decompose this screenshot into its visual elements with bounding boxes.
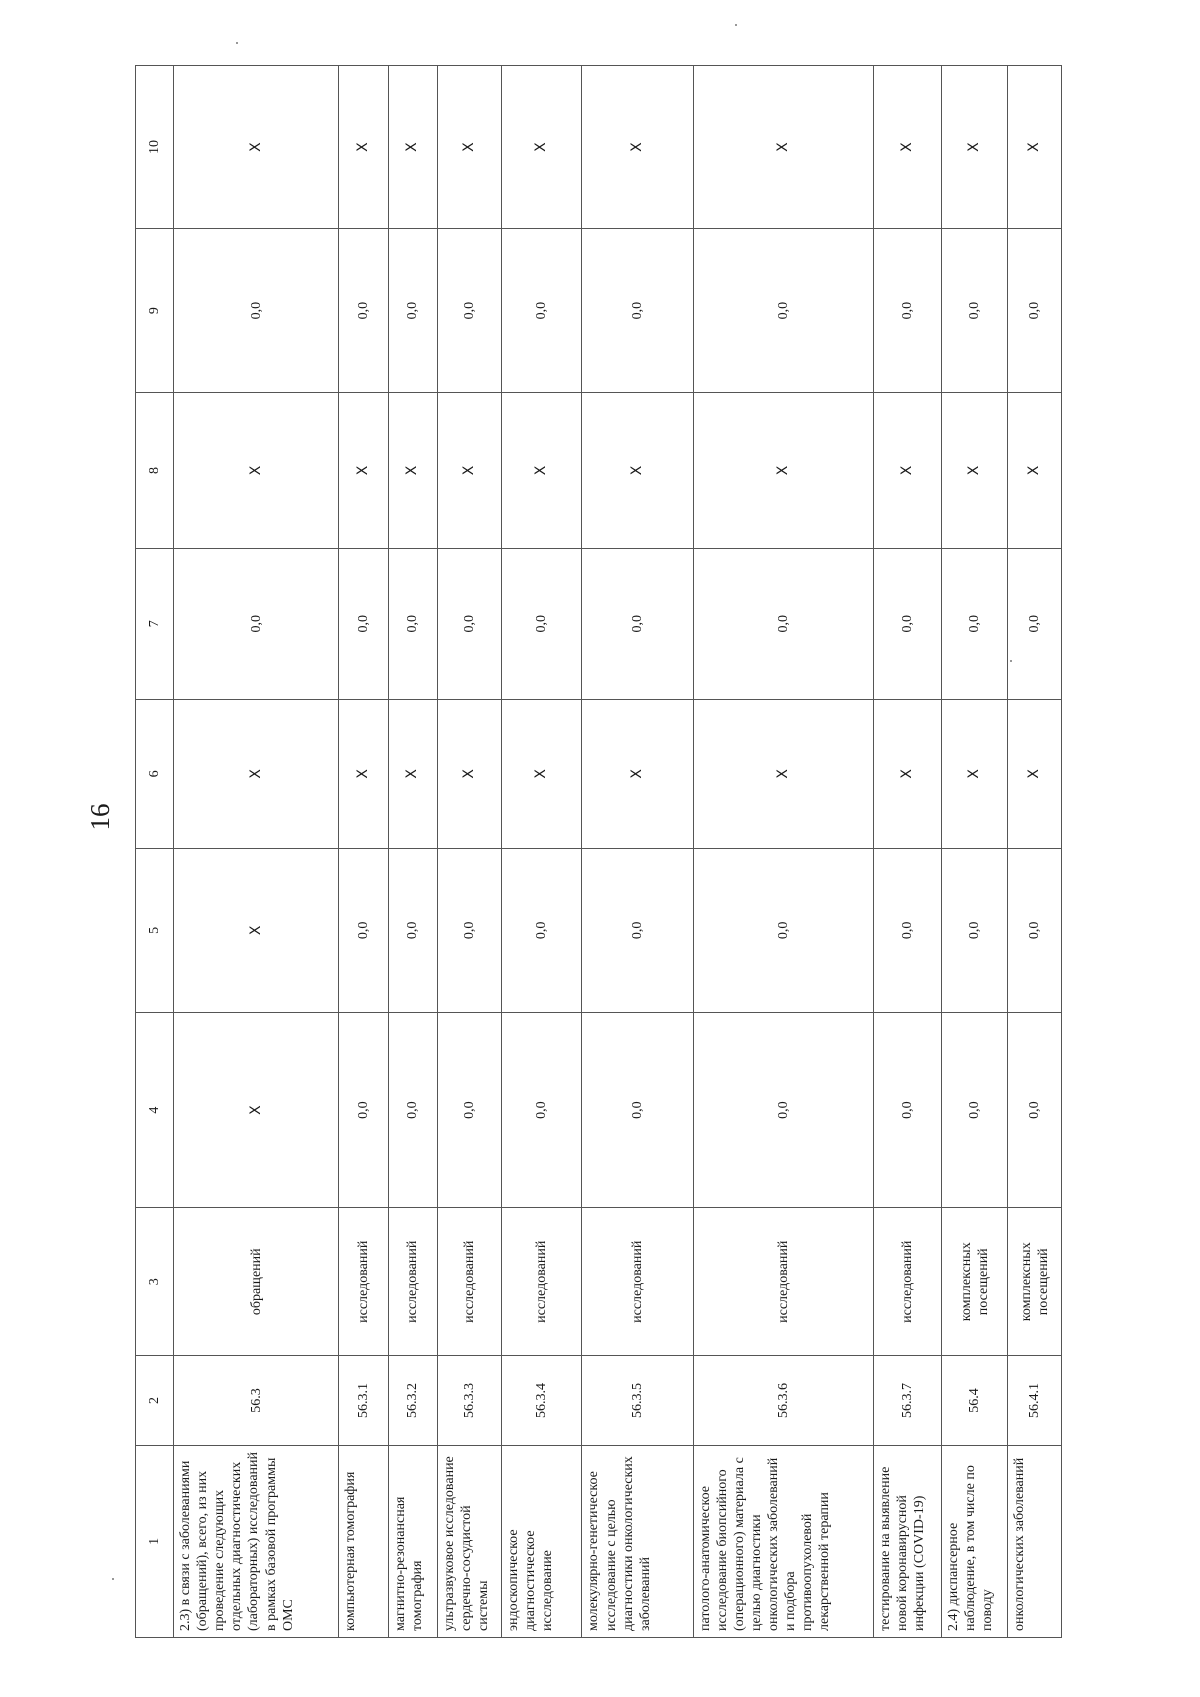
table-row	[438, 66, 502, 1638]
table-row	[388, 66, 437, 1638]
table-cell: X	[438, 699, 502, 848]
table-cell: 0,0	[438, 848, 502, 1012]
table-cell: 56.3.6	[693, 1356, 873, 1446]
table-cell: 56.3.7	[874, 1356, 942, 1446]
table-cell: 56.4	[942, 1356, 1008, 1446]
table-cell: X	[174, 848, 339, 1012]
table-cell: 0,0	[388, 548, 437, 699]
row-label-cell: магнитно-резонансная томография	[388, 1445, 437, 1637]
row-label-cell: 2.4) диспансерное наблюдение, в том числе по поводу	[942, 1445, 1008, 1637]
table-cell: X	[339, 393, 388, 548]
table-cell: 0,0	[438, 1012, 502, 1207]
table-cell: X	[582, 66, 693, 229]
table-cell: 0,0	[874, 848, 942, 1012]
table-cell: X	[388, 393, 437, 548]
scan-speck	[112, 1578, 114, 1580]
table-cell: 0,0	[582, 229, 693, 393]
table-cell: 0,0	[1008, 548, 1062, 699]
table-cell: 56.3	[174, 1356, 339, 1446]
table-cell: 56.3.5	[582, 1356, 693, 1446]
table-cell: X	[874, 66, 942, 229]
table-cell: 0,0	[874, 548, 942, 699]
table-cell: 0,0	[502, 229, 582, 393]
data-table	[135, 65, 1062, 1638]
table-cell: 0,0	[942, 848, 1008, 1012]
table-cell: 0,0	[1008, 848, 1062, 1012]
table-cell: X	[693, 66, 873, 229]
table-cell: 0,0	[388, 1012, 437, 1207]
rotated-table-container	[135, 65, 1062, 1638]
table-cell: X	[502, 699, 582, 848]
column-number: 5	[136, 848, 174, 1012]
table-cell: 0,0	[388, 848, 437, 1012]
table-cell: 0,0	[339, 1012, 388, 1207]
table-cell: X	[339, 66, 388, 229]
table-cell: 0,0	[942, 229, 1008, 393]
column-number: 3	[136, 1208, 174, 1356]
table-cell: X	[388, 699, 437, 848]
row-label-cell: тестирование на выявление новой коронавирусной инфекции (COVID-19)	[874, 1445, 942, 1637]
table-cell: X	[174, 66, 339, 229]
table-cell: 0,0	[693, 548, 873, 699]
row-label-cell: компьютерная томография	[339, 1445, 388, 1637]
column-number: 6	[136, 699, 174, 848]
row-label-cell: молекулярно-генетическое исследование с целью диагностики онкологических заболеваний	[582, 1445, 693, 1637]
table-cell: X	[582, 393, 693, 548]
table-row	[339, 66, 388, 1638]
table-cell: X	[502, 393, 582, 548]
table-cell: X	[174, 1012, 339, 1207]
table-cell: X	[1008, 66, 1062, 229]
table-cell: 0,0	[339, 848, 388, 1012]
table-cell: X	[1008, 699, 1062, 848]
table-cell: 56.3.1	[339, 1356, 388, 1446]
table-cell: исследований	[502, 1208, 582, 1356]
table-cell: 56.3.2	[388, 1356, 437, 1446]
table-cell: 0,0	[502, 848, 582, 1012]
table-row	[174, 66, 339, 1638]
table-cell: 0,0	[1008, 1012, 1062, 1207]
table-cell: исследований	[874, 1208, 942, 1356]
column-number: 4	[136, 1012, 174, 1207]
table-cell: обращений	[174, 1208, 339, 1356]
table-cell: X	[388, 66, 437, 229]
table-row	[693, 66, 873, 1638]
table-cell: исследований	[438, 1208, 502, 1356]
page-number: 16	[85, 803, 115, 831]
table-cell: исследований	[582, 1208, 693, 1356]
table-row	[942, 66, 1008, 1638]
table-cell: X	[438, 66, 502, 229]
scan-speck	[735, 24, 737, 26]
table-row	[1008, 66, 1062, 1638]
table-cell: 0,0	[339, 229, 388, 393]
table-cell: 0,0	[942, 548, 1008, 699]
table-cell: 0,0	[388, 229, 437, 393]
table-cell: 0,0	[582, 848, 693, 1012]
table-cell: X	[942, 699, 1008, 848]
table-cell: 0,0	[174, 548, 339, 699]
table-cell: 0,0	[438, 548, 502, 699]
row-label-cell: эндоскопическое диагностическое исследование	[502, 1445, 582, 1637]
column-number: 9	[136, 229, 174, 393]
table-cell: X	[339, 699, 388, 848]
table-cell: X	[1008, 393, 1062, 548]
table-cell: 0,0	[1008, 229, 1062, 393]
column-number: 8	[136, 393, 174, 548]
table-cell: X	[874, 699, 942, 848]
table-cell: 0,0	[582, 1012, 693, 1207]
table-cell: 0,0	[438, 229, 502, 393]
table-cell: 0,0	[502, 548, 582, 699]
table-cell: X	[174, 699, 339, 848]
row-label-cell: онкологических заболеваний	[1008, 1445, 1062, 1637]
row-label-cell: 2.3) в связи с заболеваниями (обращений), всего, из них проведение следующих отдельных диагностических (лабораторных) исследований в рамках базовой программы ОМС	[174, 1445, 339, 1637]
table-cell: 56.3.4	[502, 1356, 582, 1446]
column-number-row	[136, 66, 174, 1638]
table-cell: X	[693, 393, 873, 548]
table-cell: исследований	[693, 1208, 873, 1356]
column-number: 1	[136, 1445, 174, 1637]
scan-speck	[236, 42, 238, 44]
table-row	[874, 66, 942, 1638]
table-cell: комплексных посещений	[942, 1208, 1008, 1356]
column-number: 10	[136, 66, 174, 229]
row-label-cell: ультразвуковое исследование сердечно-сосудистой системы	[438, 1445, 502, 1637]
table-cell: исследований	[388, 1208, 437, 1356]
table-cell: 0,0	[582, 548, 693, 699]
table-cell: X	[874, 393, 942, 548]
table-cell: 0,0	[502, 1012, 582, 1207]
table-cell: 0,0	[174, 229, 339, 393]
table-cell: 0,0	[942, 1012, 1008, 1207]
table-cell: X	[942, 66, 1008, 229]
column-number: 2	[136, 1356, 174, 1446]
table-cell: исследований	[339, 1208, 388, 1356]
table-cell: комплексных посещений	[1008, 1208, 1062, 1356]
table-cell: X	[174, 393, 339, 548]
table-cell: 0,0	[874, 229, 942, 393]
table-cell: X	[693, 699, 873, 848]
table-cell: 0,0	[874, 1012, 942, 1207]
table-cell: X	[942, 393, 1008, 548]
table-cell: X	[582, 699, 693, 848]
table-cell: 0,0	[339, 548, 388, 699]
table-row	[502, 66, 582, 1638]
table-cell: 56.3.3	[438, 1356, 502, 1446]
table-cell: 0,0	[693, 848, 873, 1012]
table-cell: 0,0	[693, 1012, 873, 1207]
table-cell: X	[502, 66, 582, 229]
row-label-cell: патолого-анатомическое исследование биопсийного (операционного) материала с целью диагностики онкологических заболеваний и подбора противоопухолевой лекарственной терапии	[693, 1445, 873, 1637]
table-cell: X	[438, 393, 502, 548]
column-number: 7	[136, 548, 174, 699]
table-row	[582, 66, 693, 1638]
table-cell: 56.4.1	[1008, 1356, 1062, 1446]
table-cell: 0,0	[693, 229, 873, 393]
